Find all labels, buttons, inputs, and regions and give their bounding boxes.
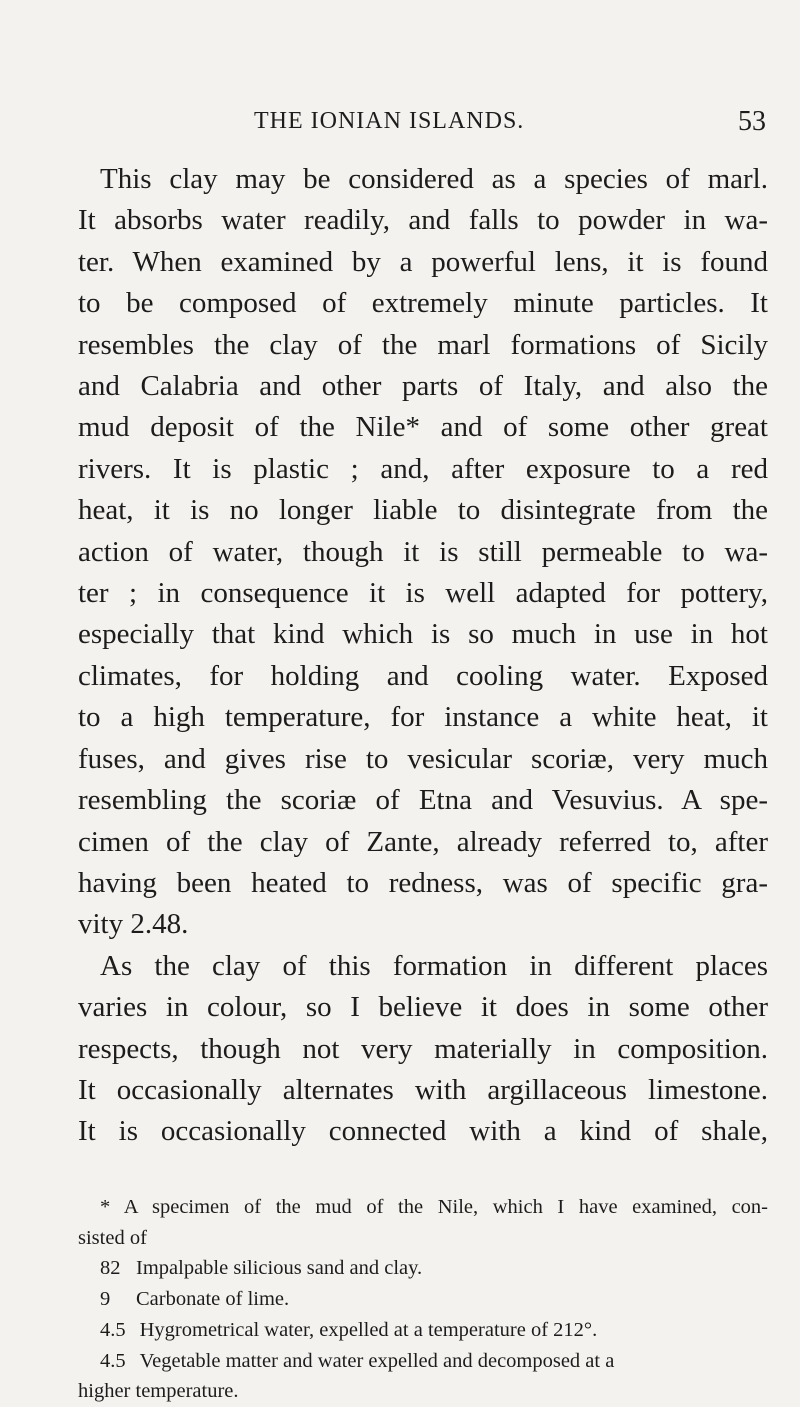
- text-line: climates, for holding and cooling water. Exposed: [78, 659, 768, 692]
- footnote-text: Hygrometrical water, expelled at a temperature of 212°.: [139, 1318, 598, 1341]
- text-line: and Calabria and other parts of Italy, and also the: [78, 370, 768, 403]
- footnote-item: [78, 1315, 768, 1346]
- footnote-value: 82: [100, 1257, 121, 1280]
- text-line: mud deposit of the Nile* and of some other great: [78, 411, 768, 444]
- footnote-value: 4.5: [100, 1349, 126, 1372]
- text-line: resembling the scoriæ of Etna and Vesuvius. A spe-: [78, 784, 768, 817]
- footnote-item: [78, 1253, 768, 1284]
- footnote-value: 9: [100, 1288, 111, 1311]
- page-number: 53: [738, 106, 766, 137]
- text-line: to be composed of extremely minute particles. It: [78, 287, 768, 320]
- text-line: ter. When examined by a powerful lens, it is found: [78, 245, 768, 278]
- text-line: cimen of the clay of Zante, already referred to, after: [78, 825, 768, 858]
- text-line: action of water, though it is still permeable to wa-: [78, 535, 768, 568]
- text-line: ter ; in consequence it is well adapted for pottery,: [78, 577, 768, 610]
- footnote-line: higher temperature.: [78, 1380, 239, 1403]
- text-line: rivers. It is plastic ; and, after exposure to a red: [78, 452, 768, 485]
- text-line: especially that kind which is so much in use in hot: [78, 618, 768, 651]
- text-line: It occasionally alternates with argillaceous limestone.: [78, 1073, 768, 1106]
- text-line: vity 2.48.: [78, 908, 189, 941]
- footnote-text: Vegetable matter and water expelled and decomposed at a: [139, 1349, 615, 1372]
- text-line: varies in colour, so I believe it does in some other: [78, 991, 768, 1024]
- text-line: This clay may be considered as a species of marl.: [100, 163, 768, 195]
- page-header: [208, 108, 766, 144]
- text-line: resembles the clay of the marl formations of Sicily: [78, 328, 768, 361]
- text-line: It is occasionally connected with a kind of shale,: [78, 1115, 768, 1148]
- text-line: to a high temperature, for instance a white heat, it: [78, 701, 768, 734]
- text-line: respects, though not very materially in composition.: [78, 1032, 768, 1065]
- text-line: As the clay of this formation in different places: [100, 949, 768, 982]
- main-text: [78, 159, 768, 1153]
- text-line: fuses, and gives rise to vesicular scoriæ, very much: [78, 742, 768, 775]
- text-line: It absorbs water readily, and falls to powder in wa-: [78, 204, 768, 237]
- footnote: [78, 1192, 768, 1407]
- running-title: THE IONIAN ISLANDS.: [254, 108, 525, 134]
- footnote-line: * A specimen of the mud of the Nile, which I have examined, con-: [100, 1196, 768, 1218]
- footnote-item: [78, 1284, 768, 1315]
- text-line: having been heated to redness, was of specific gra-: [78, 866, 768, 899]
- footnote-value: 4.5: [100, 1318, 126, 1341]
- footnote-line: sisted of: [78, 1226, 147, 1249]
- footnote-text: Carbonate of lime.: [136, 1288, 290, 1311]
- text-line: heat, it is no longer liable to disintegrate from the: [78, 494, 768, 527]
- footnote-text: Impalpable silicious sand and clay.: [136, 1257, 423, 1280]
- footnote-item: [78, 1346, 768, 1377]
